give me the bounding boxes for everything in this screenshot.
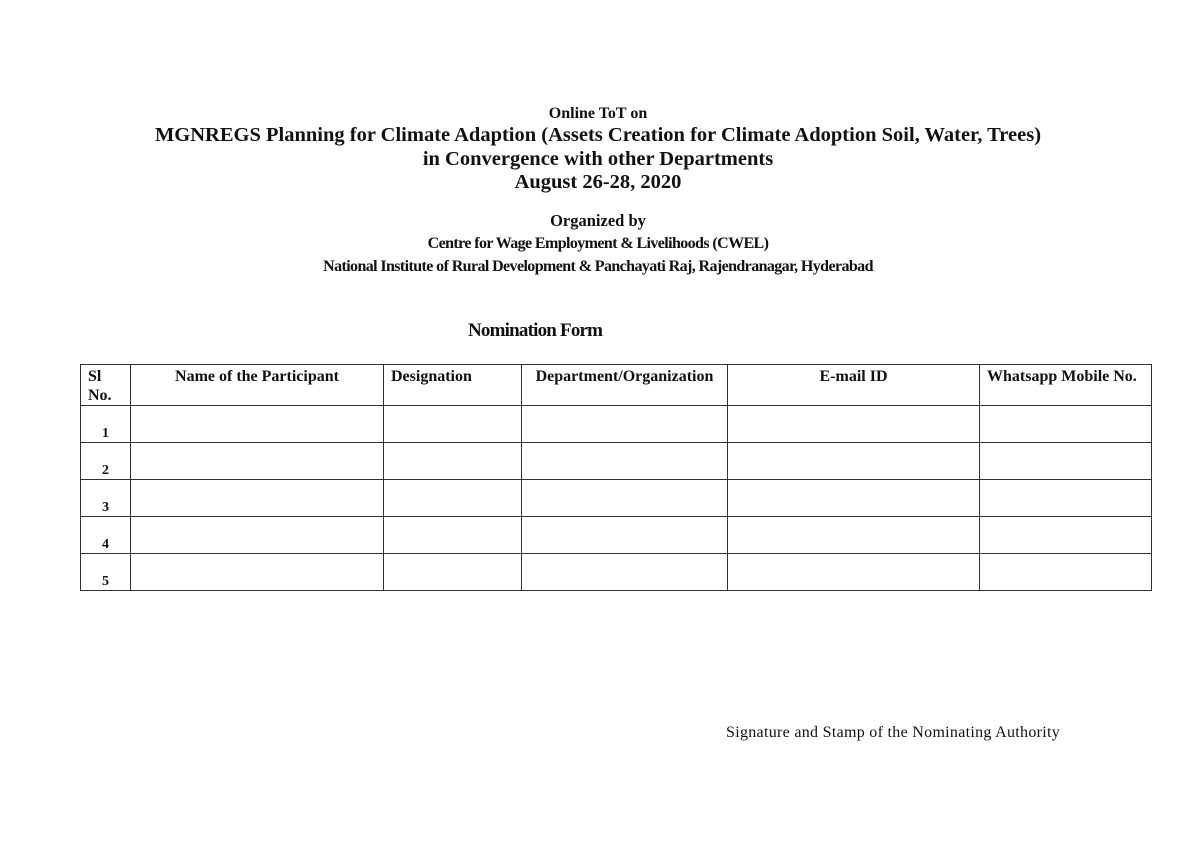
table-header-row [81, 365, 1152, 406]
sl-no-cell: 4 [81, 517, 131, 554]
designation-cell[interactable] [384, 443, 522, 480]
organizing-centre: Centre for Wage Employment & Livelihoods (CWEL) [427, 235, 769, 252]
table-row [81, 517, 1152, 554]
table-row [81, 406, 1152, 443]
sl-no-cell: 5 [81, 554, 131, 591]
online-tot-label: Online ToT on [548, 105, 648, 122]
designation-cell[interactable] [384, 554, 522, 591]
department-cell[interactable] [522, 480, 728, 517]
whatsapp-cell[interactable] [980, 554, 1152, 591]
column-header-department: Department/Organization [522, 365, 728, 406]
participant-name-cell[interactable] [131, 517, 384, 554]
programme-dates: August 26-28, 2020 [514, 171, 682, 193]
participant-name-cell[interactable] [131, 480, 384, 517]
programme-title: MGNREGS Planning for Climate Adaption (Assets Creation for Climate Adoption Soil, Water, Trees) [154, 124, 1042, 146]
programme-subtitle: in Convergence with other Departments [422, 148, 774, 170]
designation-cell[interactable] [384, 517, 522, 554]
participant-name-cell[interactable] [131, 554, 384, 591]
participant-name-cell[interactable] [131, 443, 384, 480]
sl-no-cell: 2 [81, 443, 131, 480]
participant-name-cell[interactable] [131, 406, 384, 443]
nomination-table [80, 364, 1152, 591]
whatsapp-cell[interactable] [980, 443, 1152, 480]
designation-cell[interactable] [384, 480, 522, 517]
column-header-participant-name: Name of the Participant [131, 365, 384, 406]
sl-no-cell: 3 [81, 480, 131, 517]
sl-no-cell: 1 [81, 406, 131, 443]
email-cell[interactable] [728, 517, 980, 554]
column-header-email: E-mail ID [728, 365, 980, 406]
column-header-sl-no: Sl No. [81, 365, 131, 406]
designation-cell[interactable] [384, 406, 522, 443]
table-row [81, 443, 1152, 480]
department-cell[interactable] [522, 517, 728, 554]
whatsapp-cell[interactable] [980, 480, 1152, 517]
organizing-institute: National Institute of Rural Development & Panchayati Raj, Rajendranagar, Hyderabad [323, 258, 873, 275]
organized-by-label: Organized by [550, 211, 646, 230]
nomination-form-title: Nomination Form [468, 320, 603, 341]
department-cell[interactable] [522, 406, 728, 443]
signature-stamp-label: Signature and Stamp of the Nominating Authority [726, 724, 1061, 741]
whatsapp-cell[interactable] [980, 406, 1152, 443]
email-cell[interactable] [728, 443, 980, 480]
department-cell[interactable] [522, 554, 728, 591]
table-row [81, 480, 1152, 517]
whatsapp-cell[interactable] [980, 517, 1152, 554]
department-cell[interactable] [522, 443, 728, 480]
column-header-whatsapp: Whatsapp Mobile No. [980, 365, 1152, 406]
email-cell[interactable] [728, 406, 980, 443]
email-cell[interactable] [728, 554, 980, 591]
email-cell[interactable] [728, 480, 980, 517]
column-header-designation: Designation [384, 365, 522, 406]
table-row [81, 554, 1152, 591]
